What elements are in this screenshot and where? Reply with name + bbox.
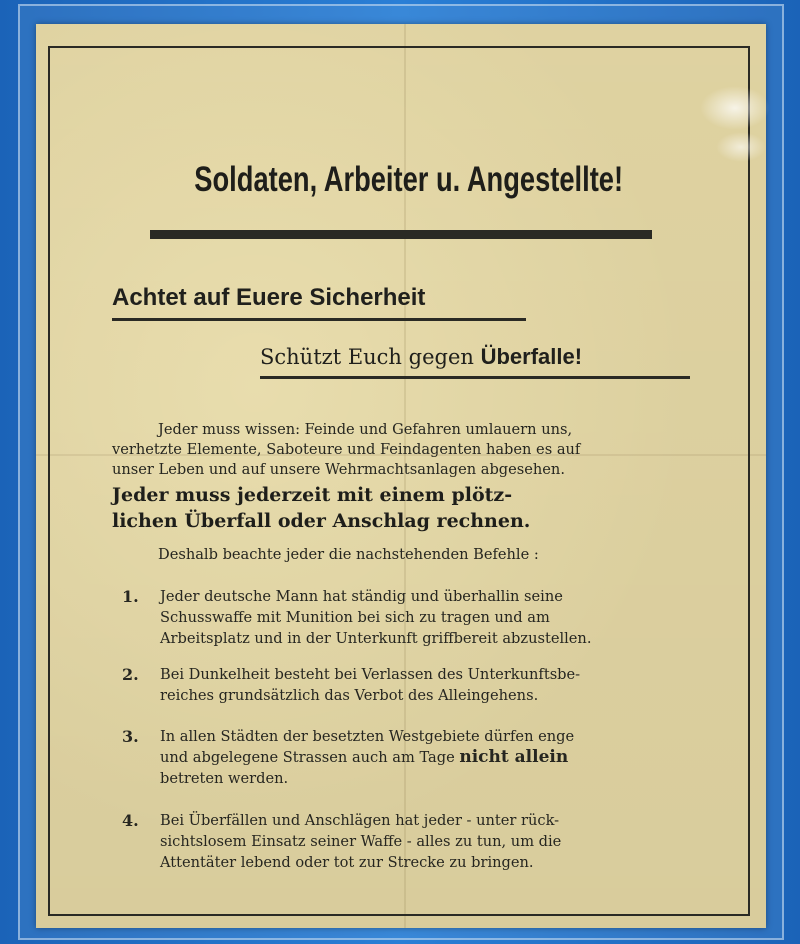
order-line: reiches grundsätzlich das Verbot des Alleingehens. [160,687,539,704]
intro-line: verhetzte Elemente, Saboteure und Feindagenten haben es auf [112,441,581,458]
heading-protect-underline [260,376,690,379]
glass-glare [700,86,770,130]
order-line: In allen Städten der besetzten Westgebiete dürfen enge [160,728,575,745]
order-line: Attentäter lebend oder tot zur Strecke zu bringen. [160,854,534,871]
intro-line: unser Leben und auf unsere Wehrmachtsanlagen abgesehen. [112,461,565,478]
heading-protect-exclamation: ! [574,344,583,369]
orders-lead: Deshalb beachte jeder die nachstehenden Befehle : [158,546,539,563]
order-text [160,726,700,789]
order-line: sichtslosem Einsatz seiner Waffe - alles zu tun, um die [160,833,562,850]
order-line [160,747,700,768]
order-text [160,664,700,706]
order-text [160,586,700,649]
heading-protect-text: Schützt Euch gegen [260,345,481,369]
glass-glare [716,132,766,162]
title-underline [150,230,652,239]
order-number: 2. [122,665,139,684]
order-line-part: und abgelegene Strassen auch am Tage [160,749,460,766]
heading-protect [260,344,582,370]
order-line: Schusswaffe mit Munition bei sich zu tragen und am [160,609,550,626]
heading-protect-bold: Überfalle [480,344,575,369]
order-number: 4. [122,811,139,830]
order-number: 1. [122,587,139,606]
heading-safety-underline [112,318,526,321]
poster [36,24,766,928]
emphasis-line: Jeder muss jederzeit mit einem plötz- [112,484,513,506]
order-line: Bei Überfällen und Anschlägen hat jeder - unter rück- [160,812,560,829]
order-line: Arbeitsplatz und in der Unterkunft griffbereit abzustellen. [160,630,592,647]
order-number: 3. [122,727,139,746]
order-line: Jeder deutsche Mann hat ständig und überhallin seine [160,588,563,605]
intro-paragraph [112,420,692,480]
order-line-emphasis: nicht allein [459,747,569,767]
emphasis-paragraph [112,482,692,534]
order-text [160,810,700,873]
poster-title: Soldaten, Arbeiter u. Angestellte! [194,160,624,199]
intro-line: Jeder muss wissen: Feinde und Gefahren umlauern uns, [158,421,573,438]
order-line: Bei Dunkelheit besteht bei Verlassen des Unterkunftsbe- [160,666,581,683]
order-line: betreten werden. [160,770,289,787]
heading-safety: Achtet auf Euere Sicherheit [112,284,426,311]
emphasis-line: lichen Überfall oder Anschlag rechnen. [112,510,531,532]
